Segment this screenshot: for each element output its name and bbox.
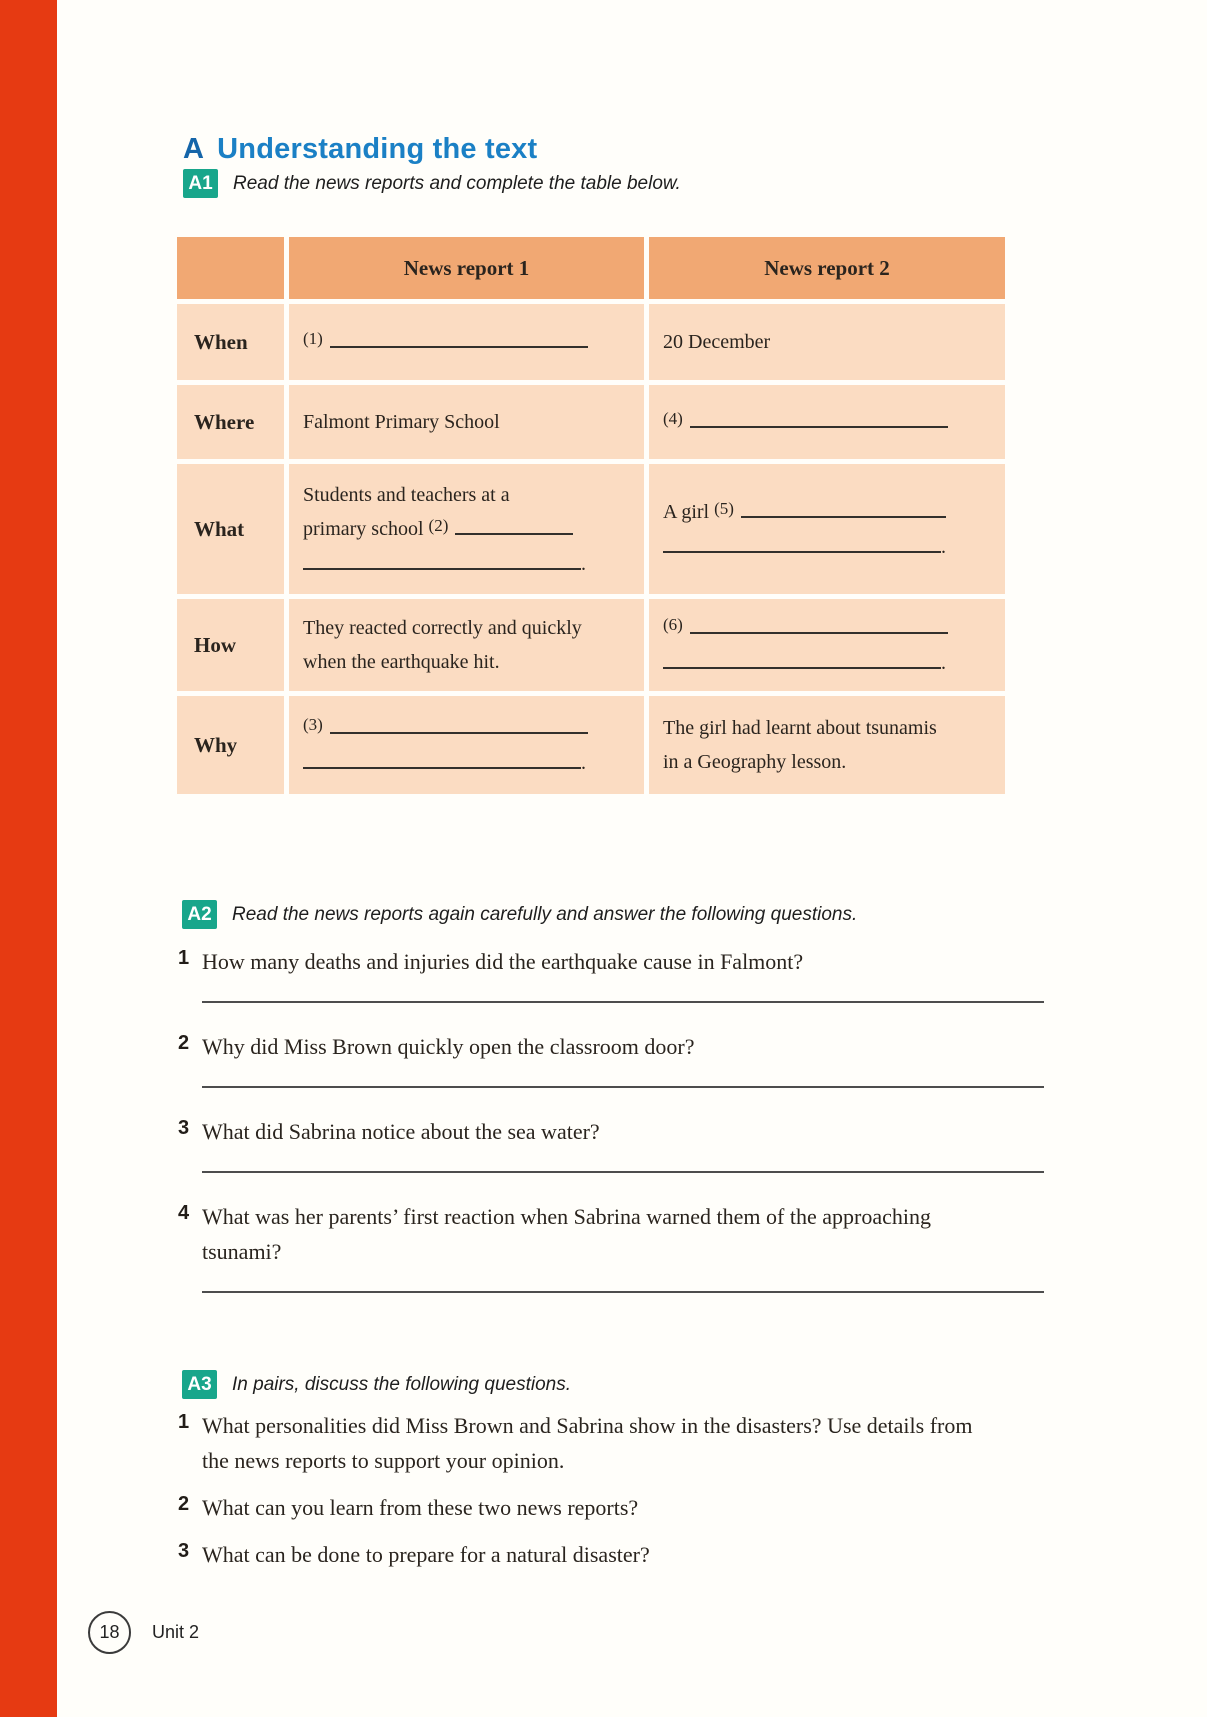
answer-line — [202, 1291, 1044, 1293]
blank-line — [303, 553, 581, 570]
question-text: What did Sabrina notice about the sea water? — [202, 1119, 600, 1144]
table-row — [175, 302, 1008, 383]
cell-line — [303, 746, 630, 780]
cell-text: . — [581, 751, 586, 774]
cell-line — [303, 645, 630, 679]
table-row — [175, 462, 1008, 597]
row-label-when: When — [175, 302, 287, 383]
table-cell-why-report1 — [287, 694, 647, 797]
activity-a1-header — [183, 169, 681, 198]
question — [178, 1199, 1053, 1269]
cell-line — [303, 611, 630, 645]
blank-line — [455, 518, 573, 535]
cell-line — [663, 530, 991, 564]
question-number: 3 — [178, 1540, 190, 1562]
question-number: 2 — [178, 1493, 190, 1515]
table-cell-why-report2 — [647, 694, 1008, 797]
table-corner-cell — [175, 235, 287, 302]
news-report-table — [172, 232, 1010, 799]
row-label-what: What — [175, 462, 287, 597]
table-col-header: News report 1 — [287, 235, 647, 302]
cell-text: in a Geography lesson. — [663, 751, 847, 773]
table-cell-how-report1 — [287, 597, 647, 694]
cell-text: . — [941, 651, 946, 674]
table-header-row — [175, 235, 1008, 302]
cell-line — [663, 495, 991, 530]
blank-line — [690, 411, 948, 428]
page-title — [183, 133, 537, 166]
question — [178, 1408, 1053, 1478]
table-cell-when-report1 — [287, 302, 647, 383]
cell-line — [303, 512, 630, 547]
cell-text: The girl had learnt about tsunamis — [663, 717, 937, 739]
question-number: 1 — [178, 947, 190, 969]
blank-number: (2) — [428, 515, 449, 535]
cell-line — [663, 745, 991, 779]
question-text: What was her parents’ first reaction when Sabrina warned them of the approaching tsunami? — [202, 1204, 931, 1264]
table-col-header: News report 2 — [647, 235, 1008, 302]
activity-a2-header — [182, 900, 857, 929]
blank-number: (3) — [303, 714, 323, 734]
cell-text: A girl — [663, 500, 715, 523]
question — [178, 1490, 1053, 1525]
activity-badge-a3: A3 — [182, 1370, 217, 1399]
table-cell-what-report2 — [647, 462, 1008, 597]
cell-text: Falmont Primary School — [303, 411, 500, 433]
table-cell-what-report1 — [287, 462, 647, 597]
a2-question-list — [178, 944, 1053, 1293]
answer-line — [202, 1171, 1044, 1173]
table-row — [175, 694, 1008, 797]
table-cell-where-report2 — [647, 383, 1008, 462]
cell-line — [663, 405, 991, 440]
answer-line — [202, 1001, 1044, 1003]
a3-question-list — [178, 1408, 1053, 1572]
blank-line — [741, 501, 946, 518]
cell-text: . — [581, 552, 586, 575]
blank-line — [690, 617, 948, 634]
question-number: 4 — [178, 1202, 190, 1224]
activity-badge-a1: A1 — [183, 169, 218, 198]
row-label-why: Why — [175, 694, 287, 797]
question-text: What personalities did Miss Brown and Sabrina show in the disasters? Use details from the news reports to support your opinion. — [202, 1413, 973, 1473]
blank-number: (4) — [663, 408, 683, 428]
cell-line — [663, 611, 991, 646]
question — [178, 944, 1053, 979]
cell-line — [303, 325, 630, 360]
blank-line — [330, 717, 588, 734]
question-text: What can you learn from these two news reports? — [202, 1495, 639, 1520]
table-cell-where-report1 — [287, 383, 647, 462]
question-number: 3 — [178, 1117, 190, 1139]
blank-line — [663, 652, 941, 669]
activity-a3-header — [182, 1370, 571, 1399]
table-cell-when-report2 — [647, 302, 1008, 383]
cell-line — [303, 547, 630, 581]
activity-badge-a2: A2 — [182, 900, 217, 929]
unit-color-band — [0, 0, 57, 1717]
question — [178, 1537, 1053, 1572]
cell-line — [303, 711, 630, 746]
table-row — [175, 597, 1008, 694]
blank-line — [303, 752, 581, 769]
answer-line — [202, 1086, 1044, 1088]
blank-line — [663, 536, 941, 553]
cell-line — [303, 405, 630, 439]
blank-number: (6) — [663, 614, 683, 634]
activity-instruction-a1: Read the news reports and complete the table below. — [233, 172, 681, 194]
table-row — [175, 383, 1008, 462]
page-number-badge: 18 — [88, 1611, 131, 1654]
cell-text: Students and teachers at a — [303, 483, 510, 506]
page-footer — [88, 1611, 199, 1654]
blank-line — [330, 331, 588, 348]
cell-text: 20 December — [663, 331, 771, 353]
section-title: Understanding the text — [217, 133, 538, 166]
cell-text: . — [941, 535, 946, 558]
question-number: 1 — [178, 1411, 190, 1433]
table-cell-how-report2 — [647, 597, 1008, 694]
cell-line — [303, 478, 630, 512]
question — [178, 1114, 1053, 1149]
cell-line — [663, 711, 991, 745]
question-text: How many deaths and injuries did the earthquake cause in Falmont? — [202, 949, 804, 974]
row-label-where: Where — [175, 383, 287, 462]
cell-line — [663, 325, 991, 359]
cell-text: primary school — [303, 517, 429, 540]
cell-line — [663, 646, 991, 680]
section-letter: A — [183, 133, 205, 166]
activity-instruction-a3: In pairs, discuss the following questions. — [232, 1373, 572, 1395]
blank-number: (1) — [303, 328, 323, 348]
activity-instruction-a2: Read the news reports again carefully and answer the following questions. — [232, 903, 858, 925]
cell-text: They reacted correctly and quickly — [303, 617, 582, 639]
question — [178, 1029, 1053, 1064]
blank-number: (5) — [714, 498, 734, 518]
question-number: 2 — [178, 1032, 190, 1054]
question-text: What can be done to prepare for a natural disaster? — [202, 1542, 650, 1567]
row-label-how: How — [175, 597, 287, 694]
cell-text: when the earthquake hit. — [303, 651, 500, 673]
question-text: Why did Miss Brown quickly open the classroom door? — [202, 1034, 695, 1059]
unit-label: Unit 2 — [152, 1622, 200, 1642]
